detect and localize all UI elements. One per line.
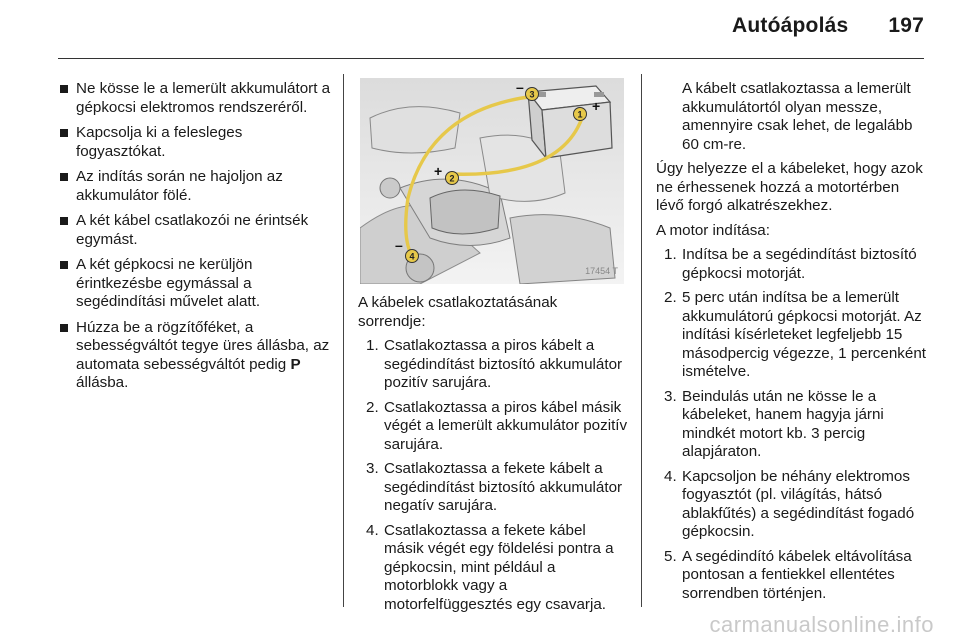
callout-4 (406, 250, 419, 263)
list-item: 1. Indítsa be a segédindítást biztosító gépkocsi motorját. (664, 246, 917, 282)
list-item: Kapcsolja ki a felesleges fogyasztókat. (60, 124, 332, 161)
page-header (732, 14, 924, 38)
column-precautions (60, 80, 332, 400)
callout-1 (574, 108, 587, 121)
list-item: 2. Csatlakoztassa a piros kábel másik végét a lemerült akkumulátor pozitív sarujára. (366, 398, 628, 453)
column-engine-start (656, 80, 930, 609)
list-item: 3. Beindulás után ne kösse le a kábeleket, hanem hagyja járni mindkét motort kb. 3 percig alapjáraton. (664, 387, 884, 460)
list-item: Ne kösse le a lemerült akkumulátort a gépkocsi elektromos rendszeréről. (60, 80, 332, 117)
bullet-square-icon (60, 217, 68, 225)
connection-steps (358, 337, 628, 614)
svg-text:2: 2 (449, 173, 455, 184)
header-divider (58, 58, 924, 59)
section-title: Autóápolás (732, 14, 849, 37)
cable-placement-note: Úgy helyezze el a kábeleket, hogy azok ne érhessenek hozzá a motortérben lévő forgó alkatrészekhez. (656, 160, 923, 214)
list-item: 2. 5 perc után indítsa be a lemerült akkumulátorú gépkocsi motorját. Az indítási kísérleteket legfeljebb 15 másodpercig végezze, 1 percenként ismételve. (664, 289, 926, 380)
callout-3 (526, 88, 539, 101)
list-item: Az indítás során ne hajoljon az akkumulátor fölé. (60, 168, 332, 205)
column-divider (343, 74, 344, 607)
plus-sign-icon: + (592, 98, 601, 114)
bullet-square-icon (60, 173, 68, 181)
list-item: 4. Csatlakoztassa a fekete kábel másik végét egy földelési pontra a gépkocsin, mint például a motorblokk vagy a motorfelfüggesztés egy csavarja. (366, 521, 614, 613)
list-item: 4. Kapcsoljon be néhány elektromos fogyasztót (pl. világítás, hátsó ablakfűtés) a segédindítást fogadó gépkocsin. (664, 467, 915, 540)
minus-sign-icon: – (516, 79, 524, 95)
list-item: 1. Csatlakoztassa a piros kábelt a segédindítást biztosító akkumulátor pozitív sarujára. (366, 337, 623, 391)
svg-text:3: 3 (529, 89, 535, 100)
bullet-square-icon (60, 324, 68, 332)
minus-sign-icon: – (395, 237, 403, 253)
bullet-square-icon (60, 129, 68, 137)
list-item: Húzza be a rögzítőféket, a sebességváltót tegye üres állásba, az automata sebességváltót pedig P állásba. (60, 319, 332, 393)
column-connection-order (358, 80, 628, 620)
engine-start-heading: A motor indítása: (656, 221, 770, 239)
gear-position-p: P (290, 355, 301, 373)
cable-distance-note: A kábelt csatlakoztassa a lemerült akkumulátortól olyan messze, amennyire csak lehet, de legalább 60 cm-re. (682, 80, 913, 153)
list-item: 5. A segédindító kábelek eltávolítása pontosan a fentiekkel ellentétes sorrendben történjen. (664, 547, 912, 602)
bullet-square-icon (60, 85, 68, 93)
svg-text:4: 4 (409, 251, 415, 262)
precautions-list (60, 80, 332, 393)
plus-sign-icon: + (434, 163, 443, 179)
watermark: carmanualsonline.info (709, 612, 934, 637)
svg-text:1: 1 (577, 109, 583, 120)
column-divider (641, 74, 642, 607)
callout-2 (446, 172, 459, 185)
jump-start-illustration (360, 78, 624, 284)
engine-bay-diagram (360, 78, 624, 284)
list-item: A két kábel csatlakozói ne érintsék egymást. (60, 212, 332, 249)
connection-order-intro: A kábelek csatlakoztatásának sorrendje: (358, 294, 558, 330)
engine-start-steps (656, 246, 930, 603)
page-number: 197 (888, 14, 924, 37)
list-item: A két gépkocsi ne kerüljön érintkezésbe egymással a segédindítási művelet alatt. (60, 256, 332, 312)
battery-illustration (528, 86, 612, 158)
list-item: 3. Csatlakoztassa a fekete kábelt a segédindítást biztosító akkumulátor negatív sarujára. (366, 460, 623, 514)
figure-code: 17454 T (585, 265, 618, 276)
bullet-square-icon (60, 261, 68, 269)
